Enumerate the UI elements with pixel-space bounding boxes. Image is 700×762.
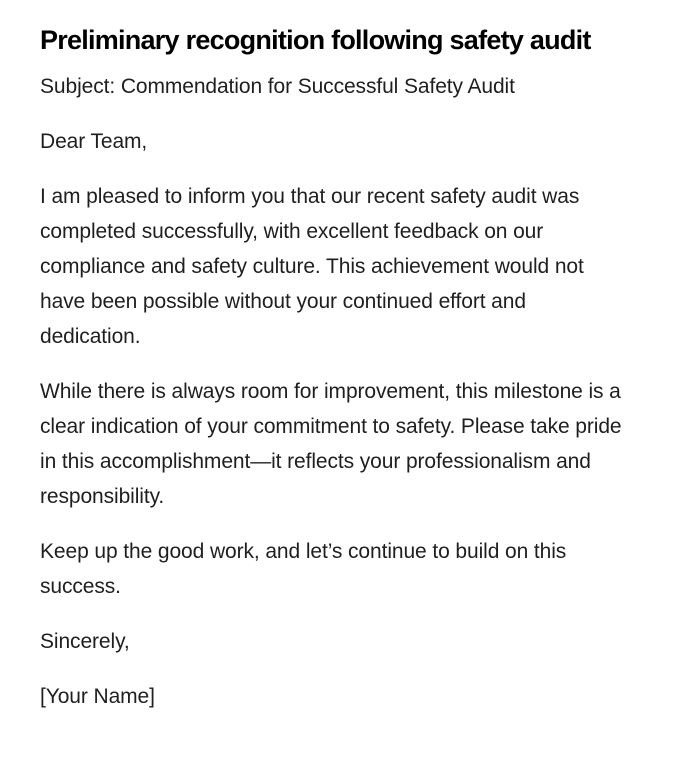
- subject-line: Subject: Commendation for Successful Safety Audit: [40, 75, 515, 98]
- body-paragraph-3: Keep up the good work, and let’s continue to build on this success.: [40, 540, 567, 598]
- body-paragraph-1: I am pleased to inform you that our recent safety audit was completed successfully, with excellent feedback on our compliance and safety culture. This achievement would not have been possible without your continued effort and dedication.: [40, 185, 584, 348]
- salutation: Dear Team,: [40, 130, 148, 153]
- closing: Sincerely,: [40, 630, 130, 653]
- signature-placeholder: [Your Name]: [40, 685, 155, 708]
- document-title: Preliminary recognition following safety audit: [40, 25, 591, 55]
- body-paragraph-2: While there is always room for improvement, this milestone is a clear indication of your commitment to safety. Please take pride in this accomplishment—it reflects your professionalism and responsibility.: [40, 380, 622, 508]
- document-content: [40, 24, 632, 714]
